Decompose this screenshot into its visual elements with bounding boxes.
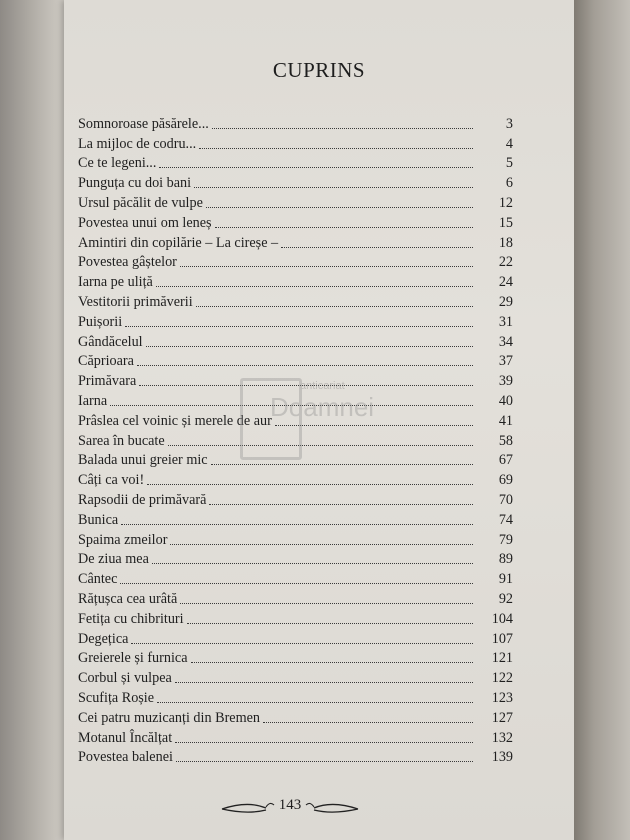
toc-entry bbox=[78, 191, 513, 211]
toc-dot-leader bbox=[194, 187, 473, 188]
toc-entry-page: 69 bbox=[498, 472, 513, 489]
toc-dot-leader bbox=[170, 544, 473, 545]
toc-entry bbox=[78, 508, 513, 528]
toc-entry-title: Degețica bbox=[78, 630, 129, 647]
toc-entry bbox=[78, 567, 513, 587]
page-edge-shadow bbox=[574, 0, 630, 840]
toc-entry-title: Motanul Încălțat bbox=[78, 729, 173, 746]
toc-entry-page: 89 bbox=[498, 551, 513, 568]
toc-entry bbox=[78, 726, 513, 746]
toc-entry bbox=[78, 587, 513, 607]
toc-dot-leader bbox=[196, 306, 473, 307]
toc-entry-title: Somnoroase păsărele... bbox=[78, 115, 209, 132]
toc-entry-page: 67 bbox=[498, 452, 513, 469]
toc-entry-page: 127 bbox=[491, 709, 513, 726]
toc-entry-page: 24 bbox=[498, 274, 513, 291]
toc-dot-leader bbox=[263, 722, 473, 723]
toc-entry bbox=[78, 706, 513, 726]
toc-entry-title: Punguța cu doi bani bbox=[78, 175, 192, 192]
toc-entry-page: 34 bbox=[498, 333, 513, 350]
toc-entry bbox=[78, 152, 513, 172]
toc-entry-page: 37 bbox=[498, 353, 513, 370]
toc-entry-page: 22 bbox=[498, 254, 513, 271]
toc-dot-leader bbox=[191, 662, 474, 663]
toc-entry bbox=[78, 666, 513, 686]
toc-entry-page: 12 bbox=[498, 194, 513, 211]
toc-entry bbox=[78, 132, 513, 152]
toc-dot-leader bbox=[146, 346, 473, 347]
toc-entry-page: 58 bbox=[498, 432, 513, 449]
toc-dot-leader bbox=[212, 128, 473, 129]
toc-dot-leader bbox=[180, 603, 473, 604]
toc-entry-title: Povestea unui om leneș bbox=[78, 214, 212, 231]
toc-entry-page: 39 bbox=[498, 373, 513, 390]
toc-entry bbox=[78, 548, 513, 568]
toc-dot-leader bbox=[176, 761, 473, 762]
toc-entry-title: Balada unui greier mic bbox=[78, 452, 208, 469]
toc-entry bbox=[78, 112, 513, 132]
toc-entry-page: 104 bbox=[491, 610, 513, 627]
page-number: 143 bbox=[278, 797, 302, 813]
toc-entry-title: Ce te legeni... bbox=[78, 155, 157, 172]
toc-entry bbox=[78, 290, 513, 310]
toc-entry-page: 132 bbox=[491, 729, 513, 746]
toc-entry-title: Corbul și vulpea bbox=[78, 670, 172, 687]
toc-entry-title: Greierele și furnica bbox=[78, 650, 188, 667]
toc-entry bbox=[78, 468, 513, 488]
toc-entry bbox=[78, 627, 513, 647]
toc-entry-page: 18 bbox=[498, 234, 513, 251]
toc-dot-leader bbox=[152, 563, 473, 564]
toc-entry-title: Primăvara bbox=[78, 373, 137, 390]
toc-entry-title: Cei patru muzicanți din Bremen bbox=[78, 709, 261, 726]
toc-dot-leader bbox=[187, 623, 473, 624]
toc-entry-page: 121 bbox=[491, 650, 513, 667]
toc-entry-page: 122 bbox=[491, 670, 513, 687]
toc-dot-leader bbox=[156, 286, 473, 287]
toc-dot-leader bbox=[199, 148, 473, 149]
toc-dot-leader bbox=[125, 326, 473, 327]
toc-entry-title: Iarna bbox=[78, 392, 108, 409]
watermark-top-text: anticariat bbox=[300, 380, 345, 392]
toc-entry-title: Bunica bbox=[78, 511, 119, 528]
toc-entry bbox=[78, 746, 513, 766]
toc-dot-leader bbox=[159, 167, 473, 168]
toc-entry-title: Povestea gâștelor bbox=[78, 254, 177, 271]
toc-entry bbox=[78, 251, 513, 271]
toc-entry-page: 15 bbox=[498, 214, 513, 231]
toc-entry-page: 41 bbox=[498, 412, 513, 429]
toc-entry bbox=[78, 310, 513, 330]
toc-entry-title: Vestitorii primăverii bbox=[78, 293, 193, 310]
toc-dot-leader bbox=[131, 643, 473, 644]
toc-entry-title: Rățușca cea urâtă bbox=[78, 590, 178, 607]
toc-entry bbox=[78, 231, 513, 251]
toc-entry-page: 70 bbox=[498, 491, 513, 508]
toc-dot-leader bbox=[215, 227, 473, 228]
toc-entry-page: 123 bbox=[491, 689, 513, 706]
toc-entry-title: Cântec bbox=[78, 571, 118, 588]
watermark-main-text: Doamnei bbox=[270, 392, 375, 422]
toc-entry-title: Sarea în bucate bbox=[78, 432, 165, 449]
toc-dot-leader bbox=[121, 524, 473, 525]
toc-entry bbox=[78, 211, 513, 231]
toc-entry-title: Iarna pe uliță bbox=[78, 274, 153, 291]
toc-dot-leader bbox=[137, 365, 473, 366]
toc-entry-page: 92 bbox=[498, 590, 513, 607]
toc-dot-leader bbox=[281, 247, 473, 248]
toc-entry-page: 5 bbox=[505, 155, 513, 172]
toc-entry-title: Căprioara bbox=[78, 353, 134, 370]
page-footer bbox=[220, 795, 360, 821]
toc-entry-page: 74 bbox=[498, 511, 513, 528]
toc-entry bbox=[78, 686, 513, 706]
toc-entry-title: Prâslea cel voinic și merele de aur bbox=[78, 412, 272, 429]
toc-entry bbox=[78, 647, 513, 667]
toc-entry bbox=[78, 528, 513, 548]
toc-entry-title: La mijloc de codru... bbox=[78, 135, 197, 152]
toc-entry-title: Fetița cu chibrituri bbox=[78, 610, 184, 627]
toc-entry-title: Rapsodii de primăvară bbox=[78, 491, 207, 508]
toc-dot-leader bbox=[209, 504, 473, 505]
toc-entry-page: 79 bbox=[498, 531, 513, 548]
toc-entry-page: 40 bbox=[498, 392, 513, 409]
toc-entry-title: Spaima zmeilor bbox=[78, 531, 168, 548]
toc-dot-leader bbox=[175, 742, 473, 743]
toc-entry bbox=[78, 350, 513, 370]
toc-dot-leader bbox=[175, 682, 473, 683]
toc-dot-leader bbox=[147, 484, 473, 485]
toc-entry-page: 31 bbox=[498, 313, 513, 330]
toc-entry-page: 107 bbox=[491, 630, 513, 647]
watermark bbox=[240, 378, 400, 458]
toc-entry-page: 6 bbox=[505, 175, 513, 192]
toc-dot-leader bbox=[211, 464, 473, 465]
toc-entry-page: 139 bbox=[491, 749, 513, 766]
toc-dot-leader bbox=[180, 266, 473, 267]
toc-dot-leader bbox=[120, 583, 473, 584]
toc-entry bbox=[78, 330, 513, 350]
toc-entry bbox=[78, 171, 513, 191]
toc-entry bbox=[78, 607, 513, 627]
toc-entry-title: De ziua mea bbox=[78, 551, 149, 568]
toc-entry-page: 91 bbox=[498, 571, 513, 588]
toc-entry-title: Gândăcelul bbox=[78, 333, 143, 350]
toc-entry-page: 29 bbox=[498, 293, 513, 310]
toc-entry-title: Câți ca voi! bbox=[78, 472, 145, 489]
toc-entry-title: Puișorii bbox=[78, 313, 123, 330]
toc-entry bbox=[78, 488, 513, 508]
toc-entry-page: 3 bbox=[505, 115, 513, 132]
toc-dot-leader bbox=[157, 702, 473, 703]
toc-dot-leader bbox=[206, 207, 473, 208]
toc-entry-title: Ursul păcălit de vulpe bbox=[78, 194, 203, 211]
toc-entry-page: 4 bbox=[505, 135, 513, 152]
toc-entry-title: Povestea balenei bbox=[78, 749, 173, 766]
toc-entry bbox=[78, 270, 513, 290]
toc-entry-title: Scufița Roșie bbox=[78, 689, 155, 706]
toc-entry-title: Amintiri din copilărie – La cireșe – bbox=[78, 234, 279, 251]
page-title: CUPRINS bbox=[272, 58, 366, 82]
